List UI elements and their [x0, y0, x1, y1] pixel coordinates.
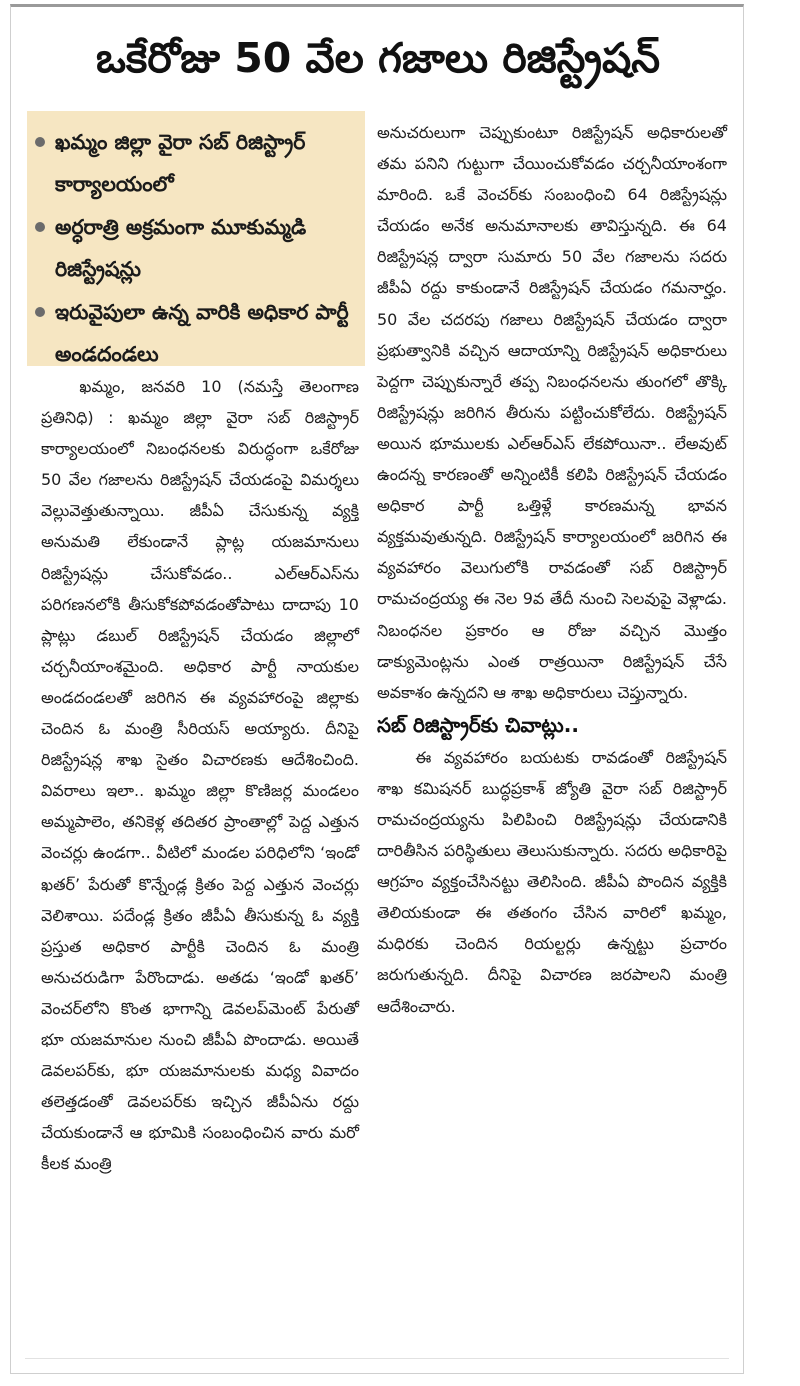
bottom-divider [25, 1358, 729, 1359]
bullet-icon [35, 137, 45, 147]
highlight-item [35, 121, 355, 205]
newspaper-clipping [10, 4, 744, 1374]
right-column [377, 117, 727, 1022]
subheading: సబ్ రిజిస్ట్రార్‌కు చివాట్లు.. [377, 712, 579, 737]
highlight-item [35, 291, 355, 375]
bullet-icon [35, 222, 45, 232]
highlight-text: అర్ధరాత్రి అక్రమంగా మూకుమ్మడి రిజిస్ట్రేషన్లు [55, 215, 307, 281]
left-column [41, 371, 359, 1179]
highlight-text: ఇరువైపులా ఉన్న వారికి అధికార పార్టీ అండదండలు [55, 300, 349, 366]
body-paragraph: అనుచరులుగా చెప్పుకుంటూ రిజిస్ట్రేషన్ అధికారులతో తమ పనిని గుట్టుగా చేయించుకోవడం చర్చనీయాంశంగా మారింది. ఒకే వెంచర్‌కు సంబంధించి 64 రిజిస్ట్రేషన్లు చేయడం అనేక అనుమానాలకు తావిస్తున్నది. ఈ 64 రిజిస్ట్రేషన్ల ద్వారా సుమారు 50 వేల గజాలను సదరు జీపీఏ రద్దు కాకుండానే రిజిస్ట్రేషన్ చేయడం గమనార్హం. 50 వేల చదరపు గజాలు రిజిస్ట్రేషన్ చేయడం ద్వారా ప్రభుత్వానికి వచ్చిన ఆదాయాన్ని రిజిస్ట్రేషన్ అధికారులు పెద్దగా చెప్పుకున్నారే తప్ప నిబంధనలను తుంగలో తొక్కి రిజిస్ట్రేషన్లు జరిగిన తీరును పట్టించుకోలేదు. రిజిస్ట్రేషన్ అయిన భూములకు ఎల్‌ఆర్‌ఎస్ లేకపోయినా.. లేఅవుట్ ఉందన్న కారణంతో అన్నింటికీ కలిపి రిజిస్ట్రేషన్ చేయడం అధికార పార్టీ ఒత్తిళ్లే కారణమన్న భావన వ్యక్తమవుతున్నది. రిజిస్ట్రేషన్ కార్యాలయంలో జరిగిన ఈ వ్యవహారం వెలుగులోకి రావడంతో సబ్ రిజిస్ట్రార్ రామచంద్రయ్య ఈ నెల 9వ తేదీ నుంచి సెలవుపై వెళ్లాడు. నిబంధనల ప్రకారం ఆ రోజు వచ్చిన మొత్తం డాక్యుమెంట్లను ఎంత రాత్రయినా రిజిస్ట్రేషన్ చేసే అవకాశం ఉన్నదని ఆ శాఖ అధికారులు చెప్తున్నారు. [377, 123, 727, 702]
highlights-box [27, 111, 365, 366]
body-paragraph: ఖమ్మం, జనవరి 10 (నమస్తే తెలంగాణ ప్రతినిధి) : ఖమ్మం జిల్లా వైరా సబ్ రిజిస్ట్రార్ కార్యాలయంలో నిబంధనలకు విరుద్ధంగా ఒకేరోజు 50 వేల గజాలను రిజిస్ట్రేషన్ చేయడంపై విమర్శలు వెల్లువెత్తుతున్నాయి. జీపీఏ చేసుకున్న వ్యక్తి అనుమతి లేకుండానే ప్లాట్ల యజమానులు రిజిస్ట్రేషన్లు చేసుకోవడం.. ఎల్‌ఆర్‌ఎస్‌ను పరిగణనలోకి తీసుకోకపోవడంతోపాటు దాదాపు 10 ప్లాట్లు డబుల్ రిజిస్ట్రేషన్ చేయడం జిల్లాలో చర్చనీయాంశమైంది. అధికార పార్టీ నాయకుల అండదండలతో జరిగిన ఈ వ్యవహారంపై జిల్లాకు చెందిన ఓ మంత్రి సీరియస్ అయ్యారు. దీనిపై రిజిస్ట్రేషన్ల శాఖ సైతం విచారణకు ఆదేశించింది. వివరాలు ఇలా.. ఖమ్మం జిల్లా కొణిజర్ల మండలం అమ్మపాలెం, తనికెళ్ల తదితర ప్రాంతాల్లో పెద్ద ఎత్తున వెంచర్లు ఉండగా.. వీటిలో మండల పరిధిలోని ‘ఇండో ఖతర్’ పేరుతో కొన్నేండ్ల క్రితం పెద్ద ఎత్తున వెంచర్లు వెలిశాయి. పదేండ్ల క్రితం జీపీఏ తీసుకున్న ఓ వ్యక్తి ప్రస్తుత అధికార పార్టీకి చెందిన ఓ మంత్రి అనుచరుడిగా పేరొందాడు. అతడు ‘ఇండో ఖతర్’ వెంచర్‌లోని కొంత భాగాన్ని డెవలప్‌మెంట్ పేరుతో భూ యజమానుల నుంచి జీపీఏ పొందాడు. అయితే డెవలపర్‌కు, భూ యజమానులకు మధ్య వివాదం తలెత్తడంతో డెవలపర్‌కు ఇచ్చిన జీపీఏను రద్దు చేయకుండానే ఆ భూమికి సంబంధించిన వారు మరో కీలక మంత్రి [41, 377, 359, 1174]
body-paragraph: ఈ వ్యవహారం బయటకు రావడంతో రిజిస్ట్రేషన్ శాఖ కమిషనర్ బుద్ధప్రకాశ్ జ్యోతి వైరా సబ్ రిజిస్ట్రార్ రామచంద్రయ్యను పిలిపించి రిజిస్ట్రేషన్లు చేయడానికి దారితీసిన పరిస్థితులు తెలుసుకున్నారు. సదరు అధికారిపై ఆగ్రహం వ్యక్తంచేసినట్టు తెలిసింది. జీపీఏ పొందిన వ్యక్తికి తెలియకుండా ఈ తతంగం చేసిన వారిలో ఖమ్మం, మధిరకు చెందిన రియల్టర్లు ఉన్నట్టు ప్రచారం జరుగుతున్నది. దీనిపై విచారణ జరపాలని మంత్రి ఆదేశించారు. [377, 747, 727, 1016]
highlight-text: ఖమ్మం జిల్లా వైరా సబ్ రిజిస్ట్రార్ కార్యాలయంలో [55, 130, 306, 196]
bullet-icon [35, 307, 45, 317]
highlight-item [35, 206, 355, 290]
article-headline: ఒకేరోజు 50 వేల గజాలు రిజిస్ట్రేషన్ [95, 34, 661, 82]
